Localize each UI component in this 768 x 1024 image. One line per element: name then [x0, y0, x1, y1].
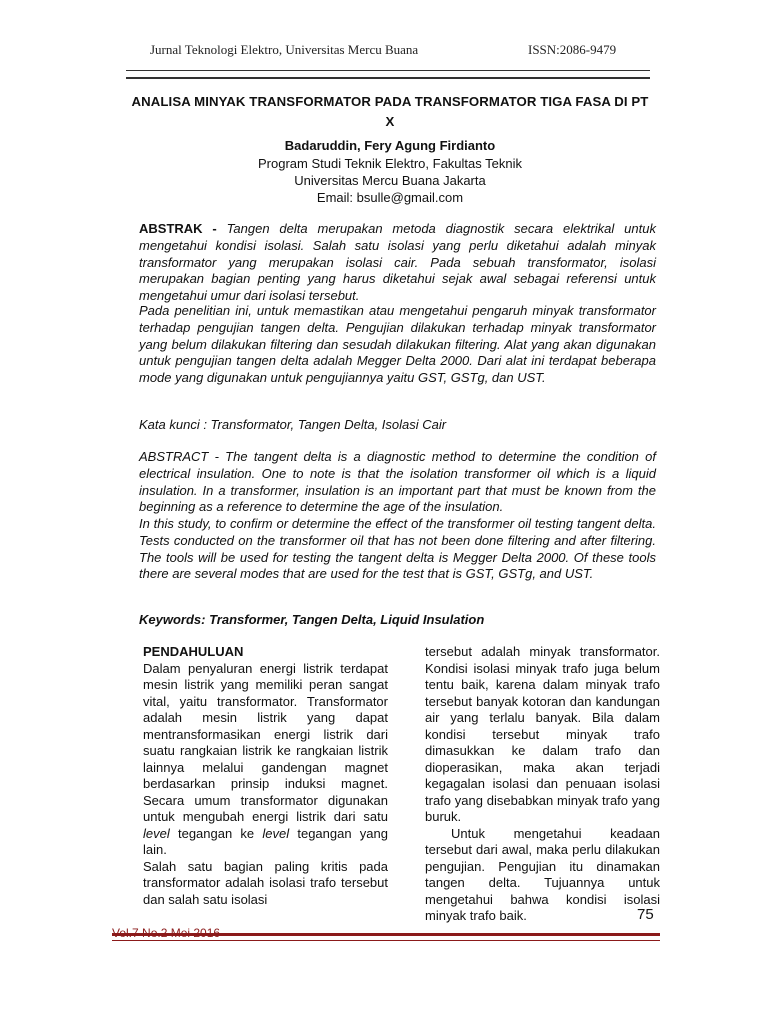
affiliation-university: Universitas Mercu Buana Jakarta: [294, 173, 486, 188]
header-rule-thick: [126, 77, 650, 79]
body-column-right: [425, 644, 660, 925]
section-heading-pendahuluan: PENDAHULUAN: [143, 644, 244, 659]
journal-name: Jurnal Teknologi Elektro, Universitas Mercu Buana: [150, 42, 419, 57]
abstract-paragraph-2: In this study, to confirm or determine the effect of the transformer oil testing tangent delta. Tests conducted on the transformer oil that has not been done filtering and after filtering. The tools will be used for testing the tangent delta is Megger Delta 2000. Of these tools there are several modes that are used for the test that is GST, GSTg, and UST.: [139, 516, 656, 582]
body-paragraph-3: tersebut adalah minyak transformator. Kondisi isolasi minyak trafo juga belum tentu baik, karena dalam minyak trafo tersebut banyak kotoran dan kandungan air yang terlalu banyak. Bila dalam kondisi tersebut minyak trafo dimasukkan ke dalam trafo dan dioperasikan, maka akan terjadi kegagalan isolasi dan penuaan isolasi trafo yang disebabkan minyak trafo yang buruk.: [425, 644, 660, 824]
issn: ISSN:2086-9479: [528, 42, 617, 57]
abstract-paragraph-1: ABSTRACT - The tangent delta is a diagnostic method to determine the condition of electrical insulation. One to note is that the isolation transformer oil which is a liquid insulation. In a transformer, insulation is an important part that must be known from the beginning as a reference to determine the age of the insulation.: [139, 449, 656, 515]
body-text: tegangan ke: [169, 825, 263, 841]
article-title: [110, 92, 670, 132]
abstrak-label: ABSTRAK -: [139, 221, 217, 236]
body-text-level: level: [262, 825, 290, 841]
body-text-level: level: [143, 825, 170, 841]
authors: Badaruddin, Fery Agung Firdianto: [284, 138, 496, 153]
body-column-left: [143, 644, 388, 908]
kata-kunci: Kata kunci : Transformator, Tangen Delta, Isolasi Cair: [139, 417, 447, 432]
body-paragraph-1: [143, 661, 388, 859]
affiliation-program: Program Studi Teknik Elektro, Fakultas Teknik: [258, 156, 522, 171]
author-email: Email: bsulle@gmail.com: [316, 190, 464, 205]
keywords-english: Keywords: Transformer, Tangen Delta, Liquid Insulation: [139, 612, 485, 627]
abstrak-paragraph-2: Pada penelitian ini, untuk memastikan atau mengetahui pengaruh minyak transformator terhadap pengujian tangen delta. Pengujian dilakukan terhadap minyak transformator yang belum dilakukan filtering dan sesudah dilakukan filtering. Alat yang akan digunakan untuk pengujian tangen delta adalah Megger Delta 2000. Dari alat ini terdapat beberapa mode yang digunakan untuk pengujiannya yaitu GST, GSTg, dan UST.: [139, 303, 656, 386]
title-line-1: ANALISA MINYAK TRANSFORMATOR PADA TRANSFORMATOR TIGA FASA DI PT: [131, 94, 649, 109]
header-rule-thin: [126, 70, 650, 71]
body-text: Dalam penyaluran energi listrik terdapat mesin listrik yang memiliki peran sangat vital, yaitu transformator. Transformator adalah mesin listrik yang dapat mentransformasikan energi listrik dari suatu rangkaian listrik ke rangkaian listrik lainnya melalui gandengan magnet berdasarkan prinsip induksi magnet. Secara umum transformator digunakan untuk mengubah energi listrik dari satu: [143, 660, 388, 824]
abstrak-text-1: Tangen delta merupakan metoda diagnostik secara elektrikal untuk mengetahui kondisi isolasi. Salah satu isolasi yang perlu diketahui adalah minyak transformator yang merupakan isolasi cair. Pada sebuah transformator, isolasi merupakan bagian penting yang harus diketahui sejak awal sebagai referensi untuk mengetahui umur dari isolasi tersebut.: [139, 221, 656, 304]
page-number: 75: [637, 906, 654, 923]
abstrak-paragraph-1: [139, 221, 656, 305]
body-paragraph-2: Salah satu bagian paling kritis pada transformator adalah isolasi trafo tersebut dan salah satu isolasi: [143, 858, 388, 907]
footer-rule-thin: [112, 940, 660, 941]
title-line-2: X: [385, 114, 395, 129]
body-paragraph-4: Untuk mengetahui keadaan tersebut dari awal, maka perlu dilakukan pengujian. Pengujian itu dinamakan tangen delta. Tujuannya untuk mengetahui bahwa kondisi isolasi minyak trafo baik.: [425, 825, 660, 923]
footer-rule-thick: [112, 933, 660, 936]
footer-volume: Vol.7 No.2 Mei 2016: [112, 926, 221, 940]
body-text: tegangan yang lain.: [143, 825, 388, 857]
